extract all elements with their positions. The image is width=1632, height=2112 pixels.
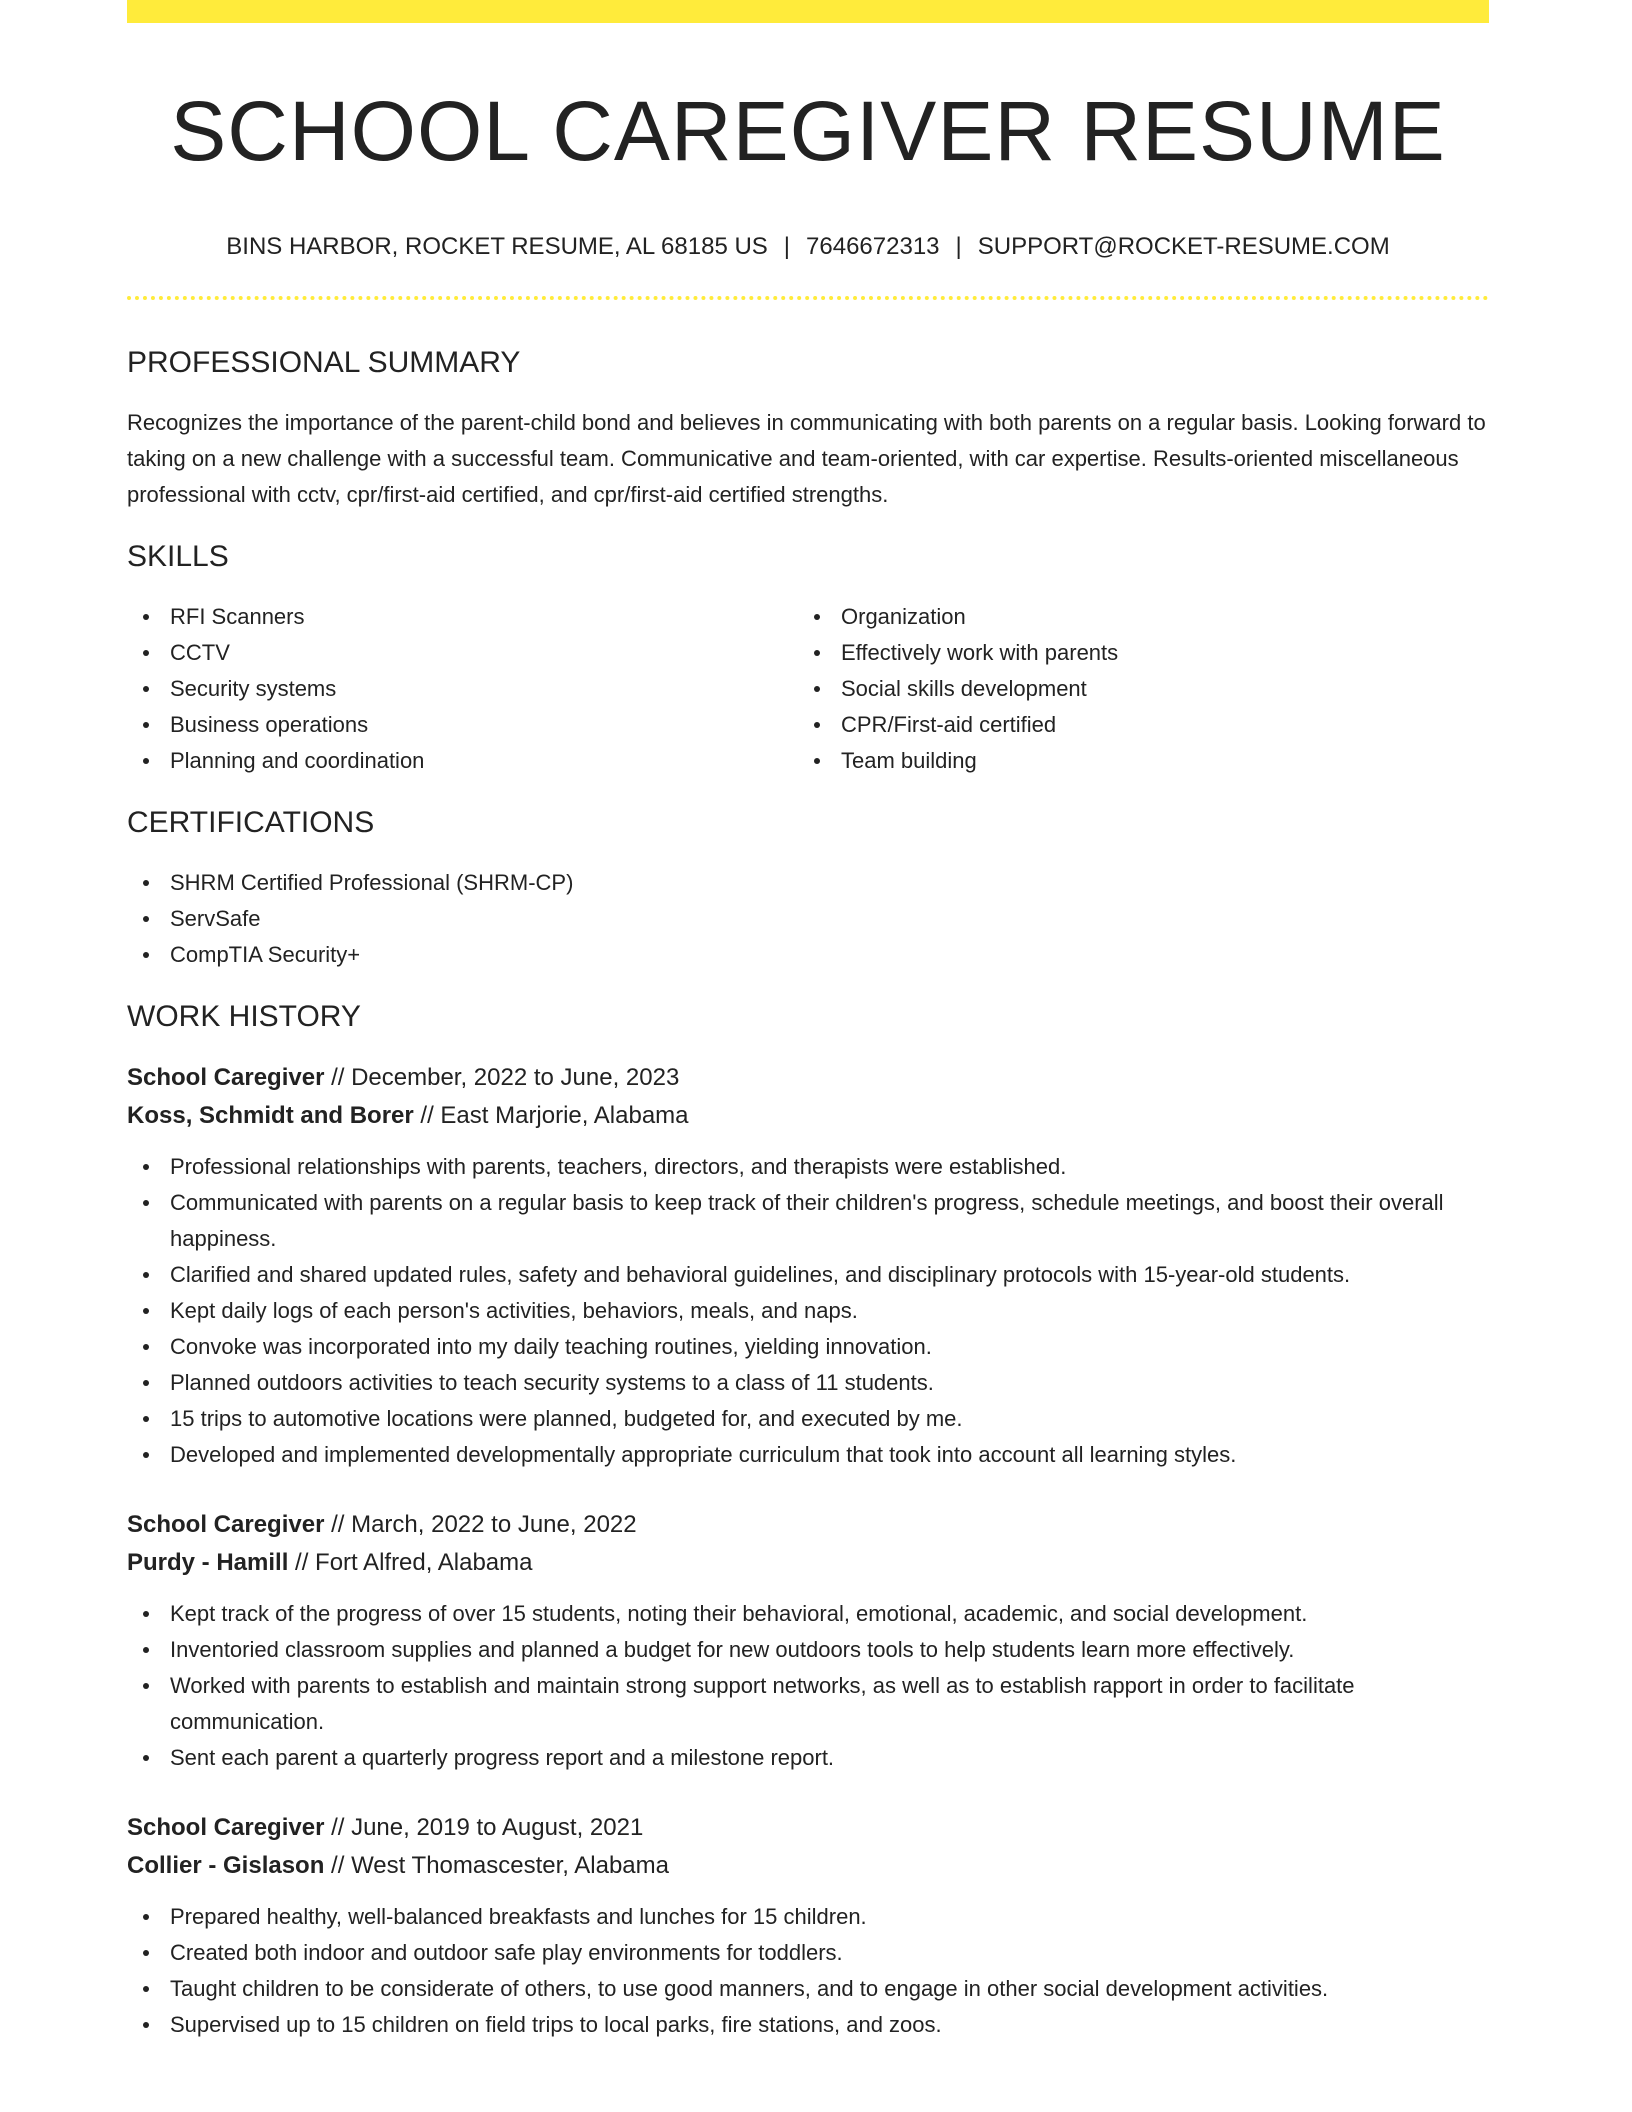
job-bullet-text: Kept daily logs of each person's activities, behaviors, meals, and naps. xyxy=(170,1298,858,1323)
job-bullet xyxy=(170,1401,1489,1437)
job-location: // East Marjorie, Alabama xyxy=(413,1102,689,1129)
job-entry xyxy=(127,1809,1489,2043)
skill-label: CCTV xyxy=(170,640,230,665)
job-bullet xyxy=(170,1149,1489,1185)
job-title-line xyxy=(127,1506,1489,1544)
skill-item xyxy=(841,635,1469,671)
job-location: // Fort Alfred, Alabama xyxy=(288,1549,533,1576)
bullet-icon xyxy=(143,1950,149,1956)
bullet-icon xyxy=(143,1380,149,1386)
top-accent-bar xyxy=(127,0,1489,23)
bullet-icon xyxy=(143,2022,149,2028)
bullet-icon xyxy=(143,1272,149,1278)
skill-item xyxy=(170,671,798,707)
skill-item xyxy=(170,707,798,743)
job-bullets xyxy=(127,1596,1489,1776)
bullet-icon xyxy=(814,614,820,620)
summary-heading: PROFESSIONAL SUMMARY xyxy=(127,346,521,379)
job-title: School Caregiver xyxy=(127,1064,325,1091)
skill-item xyxy=(170,635,798,671)
job-bullet xyxy=(170,1185,1489,1257)
certification-item xyxy=(170,865,1489,901)
job-company-line xyxy=(127,1097,1489,1135)
job-bullet-text: Communicated with parents on a regular basis to keep track of their children's progress, schedule meetings, and boost their overall happiness. xyxy=(170,1190,1444,1251)
skill-label: Effectively work with parents xyxy=(841,640,1119,665)
certifications-heading: CERTIFICATIONS xyxy=(127,806,375,839)
job-bullet xyxy=(170,1293,1489,1329)
job-bullet xyxy=(170,1632,1489,1668)
job-company: Koss, Schmidt and Borer xyxy=(127,1102,414,1129)
job-bullet-text: 15 trips to automotive locations were planned, budgeted for, and executed by me. xyxy=(170,1406,963,1431)
job-title: School Caregiver xyxy=(127,1511,325,1538)
job-bullet xyxy=(170,1437,1489,1473)
skill-item xyxy=(841,671,1469,707)
bullet-icon xyxy=(143,1164,149,1170)
certification-item xyxy=(170,901,1489,937)
bullet-icon xyxy=(143,614,149,620)
bullet-icon xyxy=(143,650,149,656)
bullet-icon xyxy=(814,722,820,728)
job-company: Purdy - Hamill xyxy=(127,1549,289,1576)
job-dates: // June, 2019 to August, 2021 xyxy=(324,1814,644,1841)
job-title: School Caregiver xyxy=(127,1814,325,1841)
job-bullet xyxy=(170,1365,1489,1401)
contact-line xyxy=(127,231,1489,263)
job-bullet xyxy=(170,1899,1489,1935)
bullet-icon xyxy=(143,1683,149,1689)
work-history-heading: WORK HISTORY xyxy=(127,1000,361,1033)
certification-label: SHRM Certified Professional (SHRM-CP) xyxy=(170,870,574,895)
job-bullet xyxy=(170,1596,1489,1632)
bullet-icon xyxy=(143,1647,149,1653)
bullet-icon xyxy=(143,1611,149,1617)
job-bullet xyxy=(170,1971,1489,2007)
job-bullet-text: Planned outdoors activities to teach security systems to a class of 11 students. xyxy=(170,1370,934,1395)
job-bullet-text: Sent each parent a quarterly progress report and a milestone report. xyxy=(170,1745,835,1770)
job-bullet-text: Inventoried classroom supplies and planned a budget for new outdoors tools to help students learn more effectively. xyxy=(170,1637,1295,1662)
job-bullet-text: Kept track of the progress of over 15 students, noting their behavioral, emotional, academic, and social development. xyxy=(170,1601,1308,1626)
job-company: Collier - Gislason xyxy=(127,1852,325,1879)
bullet-icon xyxy=(143,758,149,764)
skill-label: Security systems xyxy=(170,676,337,701)
skills-heading: SKILLS xyxy=(127,540,229,573)
skill-label: Organization xyxy=(841,604,966,629)
skill-item xyxy=(170,599,798,635)
contact-address: BINS HARBOR, ROCKET RESUME, AL 68185 US xyxy=(226,233,768,260)
job-bullet-text: Taught children to be considerate of others, to use good manners, and to engage in other social development activities. xyxy=(170,1976,1329,2001)
bullet-icon xyxy=(143,916,149,922)
job-bullet-text: Prepared healthy, well-balanced breakfasts and lunches for 15 children. xyxy=(170,1904,867,1929)
job-bullet-text: Convoke was incorporated into my daily teaching routines, yielding innovation. xyxy=(170,1334,932,1359)
contact-email: SUPPORT@ROCKET-RESUME.COM xyxy=(977,233,1390,260)
contact-separator: | xyxy=(783,233,791,260)
skills-list-right xyxy=(798,599,1469,779)
certification-item xyxy=(170,937,1489,973)
skills-list-left xyxy=(127,599,798,779)
dotted-divider xyxy=(127,296,1489,300)
job-bullet xyxy=(170,1668,1489,1740)
skill-item xyxy=(841,743,1469,779)
bullet-icon xyxy=(143,880,149,886)
skill-label: RFI Scanners xyxy=(170,604,305,629)
bullet-icon xyxy=(143,1308,149,1314)
skill-item xyxy=(170,743,798,779)
job-bullets xyxy=(127,1899,1489,2043)
job-location: // West Thomascester, Alabama xyxy=(324,1852,669,1879)
job-entry xyxy=(127,1059,1489,1473)
job-entry xyxy=(127,1506,1489,1776)
contact-phone: 7646672313 xyxy=(806,233,940,260)
job-bullet xyxy=(170,1329,1489,1365)
job-bullet-text: Worked with parents to establish and maintain strong support networks, as well as to establish rapport in order to facilitate communication. xyxy=(170,1673,1355,1734)
contact-separator: | xyxy=(955,233,962,260)
bullet-icon xyxy=(143,1416,149,1422)
resume-content xyxy=(127,23,1489,2043)
job-title-line xyxy=(127,1059,1489,1097)
skill-label: Business operations xyxy=(170,712,369,737)
job-bullet xyxy=(170,2007,1489,2043)
bullet-icon xyxy=(143,1344,149,1350)
bullet-icon xyxy=(143,1452,149,1458)
bullet-icon xyxy=(814,686,820,692)
job-title-line xyxy=(127,1809,1489,1847)
job-dates: // December, 2022 to June, 2023 xyxy=(324,1064,680,1091)
job-bullet xyxy=(170,1257,1489,1293)
bullet-icon xyxy=(143,1200,149,1206)
certification-label: CompTIA Security+ xyxy=(170,942,361,967)
bullet-icon xyxy=(143,1986,149,1992)
skill-label: CPR/First-aid certified xyxy=(841,712,1057,737)
job-bullet xyxy=(170,1935,1489,1971)
bullet-icon xyxy=(143,1755,149,1761)
certification-label: ServSafe xyxy=(170,906,261,931)
job-company-line xyxy=(127,1847,1489,1885)
job-bullet-text: Clarified and shared updated rules, safety and behavioral guidelines, and disciplinary protocols with 15-year-old students. xyxy=(170,1262,1351,1287)
bullet-icon xyxy=(143,1914,149,1920)
job-bullet-text: Professional relationships with parents, teachers, directors, and therapists were established. xyxy=(170,1154,1067,1179)
summary-text: Recognizes the importance of the parent-child bond and believes in communicating with both parents on a regular basis. Looking forward to taking on a new challenge with a successful team. Communicative and team-oriented, with car expertise. Results-oriented miscellaneous professional with cctv, cpr/first-aid certified, and cpr/first-aid certified strengths. xyxy=(127,410,1486,507)
job-dates: // March, 2022 to June, 2022 xyxy=(324,1511,637,1538)
bullet-icon xyxy=(814,650,820,656)
skill-label: Planning and coordination xyxy=(170,748,425,773)
resume-title: SCHOOL CAREGIVER RESUME xyxy=(170,84,1446,178)
certifications-list xyxy=(127,865,1489,973)
bullet-icon xyxy=(143,686,149,692)
job-bullet-text: Created both indoor and outdoor safe play environments for toddlers. xyxy=(170,1940,843,1965)
bullet-icon xyxy=(143,722,149,728)
job-bullet-text: Supervised up to 15 children on field trips to local parks, fire stations, and zoos. xyxy=(170,2012,942,2037)
skills-grid xyxy=(127,599,1489,779)
skill-item xyxy=(841,707,1469,743)
bullet-icon xyxy=(143,952,149,958)
job-bullet xyxy=(170,1740,1489,1776)
skill-label: Social skills development xyxy=(841,676,1087,701)
skill-item xyxy=(841,599,1469,635)
job-bullets xyxy=(127,1149,1489,1473)
bullet-icon xyxy=(814,758,820,764)
skill-label: Team building xyxy=(841,748,977,773)
job-bullet-text: Developed and implemented developmentally appropriate curriculum that took into account all learning styles. xyxy=(170,1442,1237,1467)
job-company-line xyxy=(127,1544,1489,1582)
